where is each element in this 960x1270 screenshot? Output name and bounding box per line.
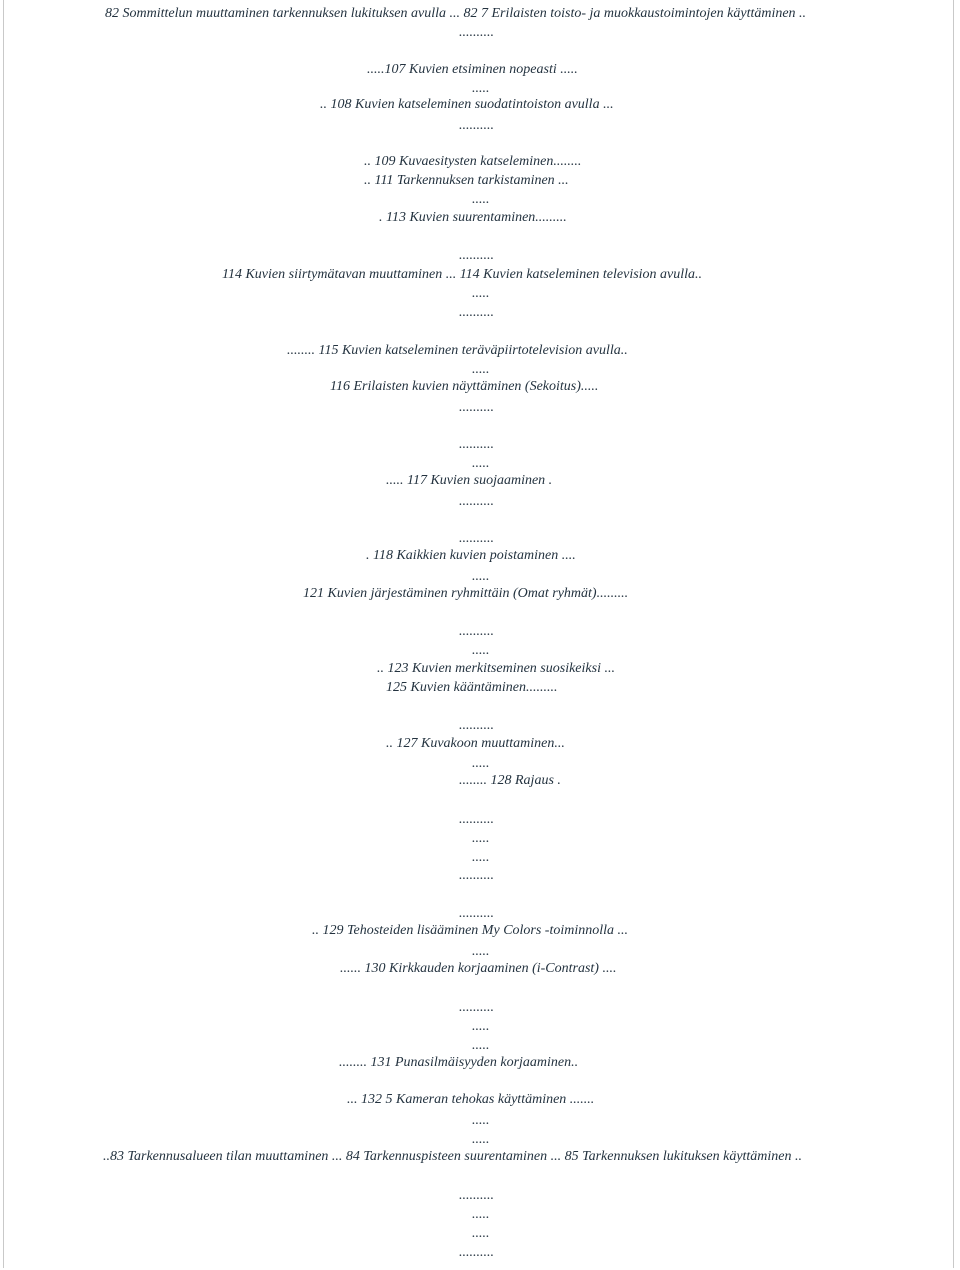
toc-line: ..........	[459, 1245, 494, 1260]
toc-line: .....	[472, 456, 490, 471]
toc-line: .. 127 Kuvakoon muuttaminen...	[386, 736, 565, 751]
toc-line: .....107 Kuvien etsiminen nopeasti .....	[367, 62, 578, 77]
toc-line: ........ 131 Punasilmäisyyden korjaaminen..	[339, 1055, 579, 1070]
toc-line: .. 129 Tehosteiden lisääminen My Colors -toiminnolla ...	[312, 923, 629, 938]
toc-line: .....	[472, 944, 490, 959]
toc-line: ..........	[459, 494, 494, 509]
toc-line: .....	[472, 1226, 490, 1241]
toc-line: ..........	[459, 437, 494, 452]
toc-line: ........ 115 Kuvien katseleminen teräväpiirtotelevision avulla..	[287, 343, 628, 358]
toc-line: 121 Kuvien järjestäminen ryhmittäin (Omat ryhmät).........	[303, 586, 629, 601]
toc-line: ..........	[459, 624, 494, 639]
toc-line: ..........	[459, 118, 494, 133]
toc-line: . 118 Kaikkien kuvien poistaminen ....	[366, 548, 576, 563]
toc-line: 82 Sommittelun muuttaminen tarkennuksen lukituksen avulla ... 82 7 Erilaisten toisto- ja muokkaustoimintojen käyttäminen ..	[105, 6, 807, 21]
toc-line: .. 108 Kuvien katseleminen suodatintoiston avulla ...	[320, 97, 614, 112]
toc-line: ... 132 5 Kameran tehokas käyttäminen .......	[347, 1092, 595, 1107]
toc-line: .. 123 Kuvien merkitseminen suosikeiksi ...	[377, 661, 615, 676]
toc-line: ..........	[459, 531, 494, 546]
toc-line: ...... 130 Kirkkauden korjaaminen (i-Contrast) ....	[340, 961, 617, 976]
toc-line: ..........	[459, 718, 494, 733]
toc-line: .....	[472, 1038, 490, 1053]
toc-line: ..........	[459, 1000, 494, 1015]
toc-line: ..........	[459, 400, 494, 415]
toc-line: .....	[472, 1132, 490, 1147]
toc-line: .....	[472, 1019, 490, 1034]
toc-line: .....	[472, 569, 490, 584]
toc-line: ..........	[459, 1188, 494, 1203]
toc-line: .....	[472, 192, 490, 207]
toc-line: .....	[472, 643, 490, 658]
toc-line: 125 Kuvien kääntäminen.........	[386, 680, 558, 695]
toc-line: .....	[472, 81, 490, 96]
toc-line: .. 109 Kuvaesitysten katseleminen........	[364, 154, 582, 169]
toc-line: . 113 Kuvien suurentaminen.........	[379, 210, 567, 225]
toc-line: ..........	[459, 812, 494, 827]
toc-line: ..... 117 Kuvien suojaaminen .	[386, 473, 553, 488]
toc-line: ..........	[459, 305, 494, 320]
toc-line: 116 Erilaisten kuvien näyttäminen (Sekoitus).....	[330, 379, 599, 394]
toc-line: ........ 128 Rajaus .	[459, 773, 561, 788]
toc-line: ..........	[459, 906, 494, 921]
toc-line: .....	[472, 1113, 490, 1128]
toc-line: ..........	[459, 868, 494, 883]
toc-line: .....	[472, 831, 490, 846]
toc-line: ..........	[459, 248, 494, 263]
toc-line: .....	[472, 286, 490, 301]
toc-line: .. 111 Tarkennuksen tarkistaminen ...	[364, 173, 569, 188]
toc-line: ..83 Tarkennusalueen tilan muuttaminen ... 84 Tarkennuspisteen suurentaminen ... 85 Tarkennuksen lukituksen käyttäminen ..	[103, 1149, 803, 1164]
toc-line: 114 Kuvien siirtymätavan muuttaminen ... 114 Kuvien katseleminen television avulla..	[222, 267, 703, 282]
toc-line: .....	[472, 362, 490, 377]
toc-line: .....	[472, 756, 490, 771]
toc-line: .....	[472, 1207, 490, 1222]
toc-line: .....	[472, 850, 490, 865]
toc-line: ..........	[459, 25, 494, 40]
